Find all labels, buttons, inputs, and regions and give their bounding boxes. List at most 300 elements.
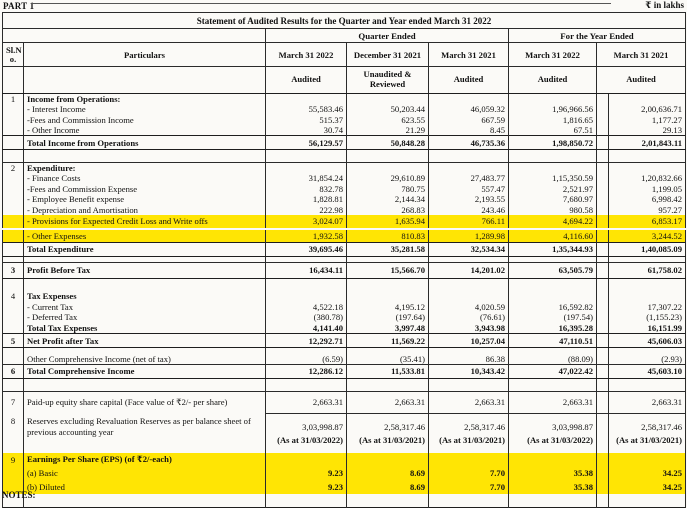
- row-label: (a) Basic: [24, 467, 266, 481]
- row-label: Earnings Per Share (EPS) (of ₹2/-each): [24, 453, 266, 467]
- value-cell: [347, 453, 429, 467]
- spacer-cell: [597, 480, 609, 494]
- value-cell: 557.47: [429, 184, 509, 195]
- column-group-row: [3, 29, 686, 43]
- table-row: [3, 115, 686, 126]
- as-at-date: (As at 31/03/2022): [277, 434, 343, 445]
- value-cell: 2,521.97: [509, 184, 597, 195]
- table-row: [3, 94, 686, 105]
- table-row: [3, 413, 686, 453]
- value-cell: 14,201.02: [429, 262, 509, 278]
- row-serial: 1: [3, 94, 24, 105]
- value-cell: 243.46: [429, 205, 509, 216]
- table-row: [3, 312, 686, 323]
- row-label: -Fees and Commission Income: [24, 115, 266, 126]
- value-cell: 2,663.31: [429, 391, 509, 413]
- table-row: [3, 205, 686, 216]
- audit-status-row: [3, 67, 686, 94]
- value-cell: 4,116.60: [509, 229, 597, 243]
- value-cell: 1,35,344.93: [509, 242, 597, 256]
- value-cell: 1,932.58: [266, 229, 347, 243]
- value-cell: [429, 94, 509, 105]
- value-cell: 15,566.70: [347, 262, 429, 278]
- value-cell: 1,828.81: [266, 194, 347, 205]
- results-table: [2, 12, 686, 508]
- value-cell: 16,151.99: [609, 323, 686, 334]
- value-cell: [347, 150, 429, 163]
- value-cell: 2,663.31: [509, 391, 597, 413]
- value-cell: 34.25: [609, 467, 686, 481]
- row-label: [24, 494, 266, 508]
- spacer-cell: [597, 205, 609, 216]
- value-cell: [266, 94, 347, 105]
- value-cell: 11,569.22: [347, 334, 429, 348]
- table-row: [3, 136, 686, 150]
- value-cell: 39,695.46: [266, 242, 347, 256]
- value-cell: 27,483.77: [429, 173, 509, 184]
- row-serial: [3, 215, 24, 229]
- spacer-cell: [597, 312, 609, 323]
- value-cell: 10,343.42: [429, 364, 509, 378]
- period-header-row: [3, 43, 686, 67]
- value-cell: 623.55: [347, 115, 429, 126]
- value-cell: 810.83: [347, 229, 429, 243]
- notes-label: NOTES:: [2, 490, 36, 500]
- value-cell: 55,583.46: [266, 104, 347, 115]
- value-cell: 8.69: [347, 467, 429, 481]
- table-row: [3, 229, 686, 243]
- value-cell: 29.13: [609, 125, 686, 136]
- table-row: [3, 125, 686, 136]
- value-cell: [609, 150, 686, 163]
- value-cell: 35,281.58: [347, 242, 429, 256]
- value-cell: 1,98,850.72: [509, 136, 597, 150]
- value-cell: [429, 150, 509, 163]
- part-label: PART 1: [3, 1, 35, 11]
- value-cell: [509, 163, 597, 174]
- value-cell: [429, 378, 509, 391]
- row-label: Paid-up equity share capital (Face value of ₹2/- per share): [24, 391, 266, 413]
- value-cell: [266, 163, 347, 174]
- value-cell: 980.58: [509, 205, 597, 216]
- row-serial: 9: [3, 453, 24, 467]
- audit-status-q3: Audited: [429, 67, 509, 94]
- table-row: [3, 467, 686, 481]
- value-cell: 832.78: [266, 184, 347, 195]
- value-cell: 667.59: [429, 115, 509, 126]
- value-cell: 2,663.31: [266, 391, 347, 413]
- row-serial: [3, 312, 24, 323]
- value-cell: 2,193.55: [429, 194, 509, 205]
- value-cell: 2,00,636.71: [609, 104, 686, 115]
- row-serial: [3, 115, 24, 126]
- value-cell: (2.93): [609, 354, 686, 365]
- audit-status-q2: Unaudited & Reviewed: [347, 67, 429, 94]
- row-serial: [3, 302, 24, 313]
- row-label: - Other Expenses: [24, 229, 266, 243]
- table-row: [3, 163, 686, 174]
- value-cell: 21.29: [347, 125, 429, 136]
- value-cell: 30.74: [266, 125, 347, 136]
- value-cell: (35.41): [347, 354, 429, 365]
- value-cell: [266, 291, 347, 302]
- spacer-cell: [597, 215, 609, 229]
- row-label: Other Comprehensive Income (net of tax): [24, 354, 266, 365]
- value-cell: 268.83: [347, 205, 429, 216]
- value-cell: 2,663.31: [347, 391, 429, 413]
- value-cell: 67.51: [509, 125, 597, 136]
- value-cell: [509, 413, 597, 453]
- value-cell: [509, 150, 597, 163]
- row-serial: 7: [3, 391, 24, 413]
- row-serial: [3, 323, 24, 334]
- table-row: [3, 494, 686, 508]
- table-row: [3, 215, 686, 229]
- row-serial: [3, 173, 24, 184]
- value-cell: 1,199.05: [609, 184, 686, 195]
- table-row: [3, 378, 686, 391]
- table-row: [3, 334, 686, 348]
- value-cell: 50,848.28: [347, 136, 429, 150]
- audit-status-y2: Audited: [597, 67, 686, 94]
- row-serial: [3, 354, 24, 365]
- value-cell: 47,022.42: [509, 364, 597, 378]
- value-cell: 1,40,085.09: [609, 242, 686, 256]
- value-cell: [266, 278, 347, 291]
- value-cell: [266, 494, 347, 508]
- value-cell: [609, 494, 686, 508]
- value-cell: 17,307.22: [609, 302, 686, 313]
- value-cell: 7,680.97: [509, 194, 597, 205]
- value-cell: 11,533.81: [347, 364, 429, 378]
- value-cell: 35.38: [509, 480, 597, 494]
- value-cell: [266, 150, 347, 163]
- value-cell: 4,195.12: [347, 302, 429, 313]
- value-cell: 3,244.52: [609, 229, 686, 243]
- reserves-value: 2,58,317.46: [384, 421, 425, 432]
- value-cell: [609, 94, 686, 105]
- row-label: Profit Before Tax: [24, 262, 266, 278]
- value-cell: 56,129.57: [266, 136, 347, 150]
- value-cell: [429, 413, 509, 453]
- as-at-date: (As at 31/03/2022): [527, 434, 593, 445]
- value-cell: 16,434.11: [266, 262, 347, 278]
- value-cell: [429, 453, 509, 467]
- reserves-value: 2,58,317.46: [641, 421, 682, 432]
- row-label: Total Expenditure: [24, 242, 266, 256]
- spacer-cell: [597, 115, 609, 126]
- spacer-cell: [597, 494, 609, 508]
- row-label: -Fees and Commission Expense: [24, 184, 266, 195]
- row-label: - Current Tax: [24, 302, 266, 313]
- row-serial: [3, 229, 24, 243]
- table-row: [3, 242, 686, 256]
- row-serial: [3, 378, 24, 391]
- value-cell: 3,943.98: [429, 323, 509, 334]
- as-at-date: (As at 31/03/2021): [439, 434, 505, 445]
- table-row: [3, 354, 686, 365]
- value-cell: 4,522.18: [266, 302, 347, 313]
- as-at-date: (As at 31/03/2021): [359, 434, 425, 445]
- value-cell: 16,592.82: [509, 302, 597, 313]
- row-label: [24, 278, 266, 291]
- row-serial: [3, 136, 24, 150]
- row-label: Total Comprehensive Income: [24, 364, 266, 378]
- spacer-cell: [597, 94, 609, 105]
- row-label: [24, 378, 266, 391]
- empty-group-cell: [3, 29, 266, 43]
- value-cell: 1,289.98: [429, 229, 509, 243]
- spacer-cell: [597, 467, 609, 481]
- table-row: [3, 150, 686, 163]
- audit-status-q1: Audited: [266, 67, 347, 94]
- value-cell: [266, 453, 347, 467]
- period-q-mar2022: March 31 2022: [266, 43, 347, 67]
- period-q-mar2021: March 31 2021: [429, 43, 509, 67]
- spacer-cell: [597, 262, 609, 278]
- row-serial: 2: [3, 163, 24, 174]
- title-row: [3, 13, 686, 29]
- value-cell: 3,997.48: [347, 323, 429, 334]
- table-row: [3, 323, 686, 334]
- spacer-cell: [597, 391, 609, 413]
- row-serial: 4: [3, 291, 24, 302]
- value-cell: (1,155.23): [609, 312, 686, 323]
- top-rule: [31, 3, 611, 4]
- value-cell: 9.23: [266, 467, 347, 481]
- row-label: Tax Expenses: [24, 291, 266, 302]
- value-cell: 31,854.24: [266, 173, 347, 184]
- reserves-value: 2,58,317.46: [464, 421, 505, 432]
- period-y-mar2022: March 31 2022: [509, 43, 597, 67]
- value-cell: [509, 94, 597, 105]
- value-cell: [609, 278, 686, 291]
- spacer-cell: [597, 354, 609, 365]
- value-cell: [429, 291, 509, 302]
- value-cell: [609, 413, 686, 453]
- spacer-cell: [597, 136, 609, 150]
- value-cell: 32,534.34: [429, 242, 509, 256]
- value-cell: 6,998.42: [609, 194, 686, 205]
- value-cell: (197.54): [509, 312, 597, 323]
- value-cell: [347, 291, 429, 302]
- value-cell: 46,059.32: [429, 104, 509, 115]
- value-cell: [347, 94, 429, 105]
- table-title: Statement of Audited Results for the Quarter and Year ended March 31 2022: [3, 13, 686, 29]
- reserves-value: 3,03,998.87: [302, 421, 343, 432]
- empty-sl-cell: [3, 67, 24, 94]
- value-cell: [347, 378, 429, 391]
- value-cell: 957.27: [609, 205, 686, 216]
- value-cell: 12,292.71: [266, 334, 347, 348]
- row-label: - Finance Costs: [24, 173, 266, 184]
- spacer-cell: [597, 194, 609, 205]
- value-cell: 29,610.89: [347, 173, 429, 184]
- row-label: - Deferred Tax: [24, 312, 266, 323]
- row-serial: [3, 467, 24, 481]
- row-label: - Other Income: [24, 125, 266, 136]
- value-cell: 34.25: [609, 480, 686, 494]
- value-cell: [609, 163, 686, 174]
- period-y-mar2021: March 31 2021: [597, 43, 686, 67]
- row-serial: [3, 104, 24, 115]
- value-cell: [347, 413, 429, 453]
- reserves-value: 3,03,998.87: [552, 421, 593, 432]
- as-at-date: (As at 31/03/2021): [616, 434, 682, 445]
- table-row: [3, 364, 686, 378]
- spacer-cell: [597, 125, 609, 136]
- row-serial: [3, 278, 24, 291]
- spacer-cell: [597, 173, 609, 184]
- value-cell: [509, 378, 597, 391]
- row-serial: 5: [3, 334, 24, 348]
- value-cell: (88.09): [509, 354, 597, 365]
- row-label: (b) Diluted: [24, 480, 266, 494]
- value-cell: 6,853.17: [609, 215, 686, 229]
- row-label: - Interest Income: [24, 104, 266, 115]
- row-label: - Provisions for Expected Credit Loss and Write offs: [24, 215, 266, 229]
- row-serial: [3, 184, 24, 195]
- value-cell: 2,663.31: [609, 391, 686, 413]
- spacer-cell: [597, 291, 609, 302]
- value-cell: [609, 453, 686, 467]
- value-cell: 45,606.03: [609, 334, 686, 348]
- row-label: Net Profit after Tax: [24, 334, 266, 348]
- value-cell: 4,141.40: [266, 323, 347, 334]
- value-cell: [509, 291, 597, 302]
- slno-header: Sl.N o.: [3, 43, 24, 67]
- particulars-header: Particulars: [24, 43, 266, 67]
- period-q-dec2021: December 31 2021: [347, 43, 429, 67]
- row-serial: [3, 205, 24, 216]
- top-bar: [0, 0, 687, 12]
- value-cell: 7.70: [429, 480, 509, 494]
- value-cell: 1,635.94: [347, 215, 429, 229]
- spacer-cell: [597, 334, 609, 348]
- value-cell: [429, 278, 509, 291]
- value-cell: 35.38: [509, 467, 597, 481]
- value-cell: 7.70: [429, 467, 509, 481]
- value-cell: 8.45: [429, 125, 509, 136]
- value-cell: 9.23: [266, 480, 347, 494]
- quarter-ended-header: Quarter Ended: [266, 29, 509, 43]
- row-serial: [3, 150, 24, 163]
- value-cell: 4,694.22: [509, 215, 597, 229]
- table-row: [3, 262, 686, 278]
- value-cell: 3,024.07: [266, 215, 347, 229]
- row-serial: [3, 125, 24, 136]
- value-cell: 1,96,966.56: [509, 104, 597, 115]
- row-label: Reserves excluding Revaluation Reserves as per balance sheet of previous accounting year: [24, 413, 266, 453]
- value-cell: [429, 494, 509, 508]
- value-cell: [509, 453, 597, 467]
- table-row: [3, 391, 686, 413]
- value-cell: [609, 378, 686, 391]
- spacer-cell: [597, 302, 609, 313]
- row-label: - Depreciation and Amortisation: [24, 205, 266, 216]
- spacer-cell: [597, 242, 609, 256]
- table-row: [3, 278, 686, 291]
- value-cell: (380.78): [266, 312, 347, 323]
- value-cell: (6.59): [266, 354, 347, 365]
- value-cell: 1,20,832.66: [609, 173, 686, 184]
- value-cell: [509, 278, 597, 291]
- table-row: [3, 453, 686, 467]
- table-row: [3, 194, 686, 205]
- value-cell: [266, 378, 347, 391]
- row-label: Income from Operations:: [24, 94, 266, 105]
- unit-label: ₹ in lakhs: [645, 0, 684, 10]
- spacer-cell: [597, 364, 609, 378]
- value-cell: [609, 291, 686, 302]
- row-label: - Employee Benefit expense: [24, 194, 266, 205]
- value-cell: 63,505.79: [509, 262, 597, 278]
- table-row: [3, 173, 686, 184]
- spacer-cell: [597, 413, 609, 453]
- value-cell: [509, 494, 597, 508]
- value-cell: 4,020.59: [429, 302, 509, 313]
- value-cell: (197.64): [347, 312, 429, 323]
- spacer-cell: [597, 163, 609, 174]
- value-cell: 2,144.34: [347, 194, 429, 205]
- audit-status-y1: Audited: [509, 67, 597, 94]
- value-cell: 1,816.65: [509, 115, 597, 126]
- value-cell: 45,603.10: [609, 364, 686, 378]
- table-row: [3, 480, 686, 494]
- row-serial: 6: [3, 364, 24, 378]
- spacer-cell: [597, 184, 609, 195]
- table-row: [3, 302, 686, 313]
- value-cell: 61,758.02: [609, 262, 686, 278]
- value-cell: 16,395.28: [509, 323, 597, 334]
- spacer-cell: [597, 229, 609, 243]
- row-label: Total Tax Expenses: [24, 323, 266, 334]
- empty-particulars-cell: [24, 67, 266, 94]
- value-cell: [347, 494, 429, 508]
- spacer-cell: [597, 278, 609, 291]
- row-serial: [3, 242, 24, 256]
- row-label: [24, 150, 266, 163]
- value-cell: 47,110.51: [509, 334, 597, 348]
- row-label: Expenditure:: [24, 163, 266, 174]
- value-cell: 86.38: [429, 354, 509, 365]
- value-cell: 1,15,350.59: [509, 173, 597, 184]
- value-cell: 1,177.27: [609, 115, 686, 126]
- value-cell: [347, 278, 429, 291]
- value-cell: 8.69: [347, 480, 429, 494]
- row-label: Total Income from Operations: [24, 136, 266, 150]
- row-serial: 3: [3, 262, 24, 278]
- table-row: [3, 291, 686, 302]
- value-cell: (76.61): [429, 312, 509, 323]
- spacer-cell: [597, 323, 609, 334]
- value-cell: 46,735.36: [429, 136, 509, 150]
- value-cell: 12,286.12: [266, 364, 347, 378]
- spacer-cell: [597, 104, 609, 115]
- value-cell: 515.37: [266, 115, 347, 126]
- value-cell: 766.11: [429, 215, 509, 229]
- row-serial: 8: [3, 413, 24, 453]
- spacer-cell: [597, 453, 609, 467]
- spacer-cell: [597, 150, 609, 163]
- value-cell: 780.75: [347, 184, 429, 195]
- value-cell: 10,257.04: [429, 334, 509, 348]
- table-row: [3, 104, 686, 115]
- value-cell: [266, 413, 347, 453]
- value-cell: 2,01,843.11: [609, 136, 686, 150]
- value-cell: 50,203.44: [347, 104, 429, 115]
- spacer-cell: [597, 378, 609, 391]
